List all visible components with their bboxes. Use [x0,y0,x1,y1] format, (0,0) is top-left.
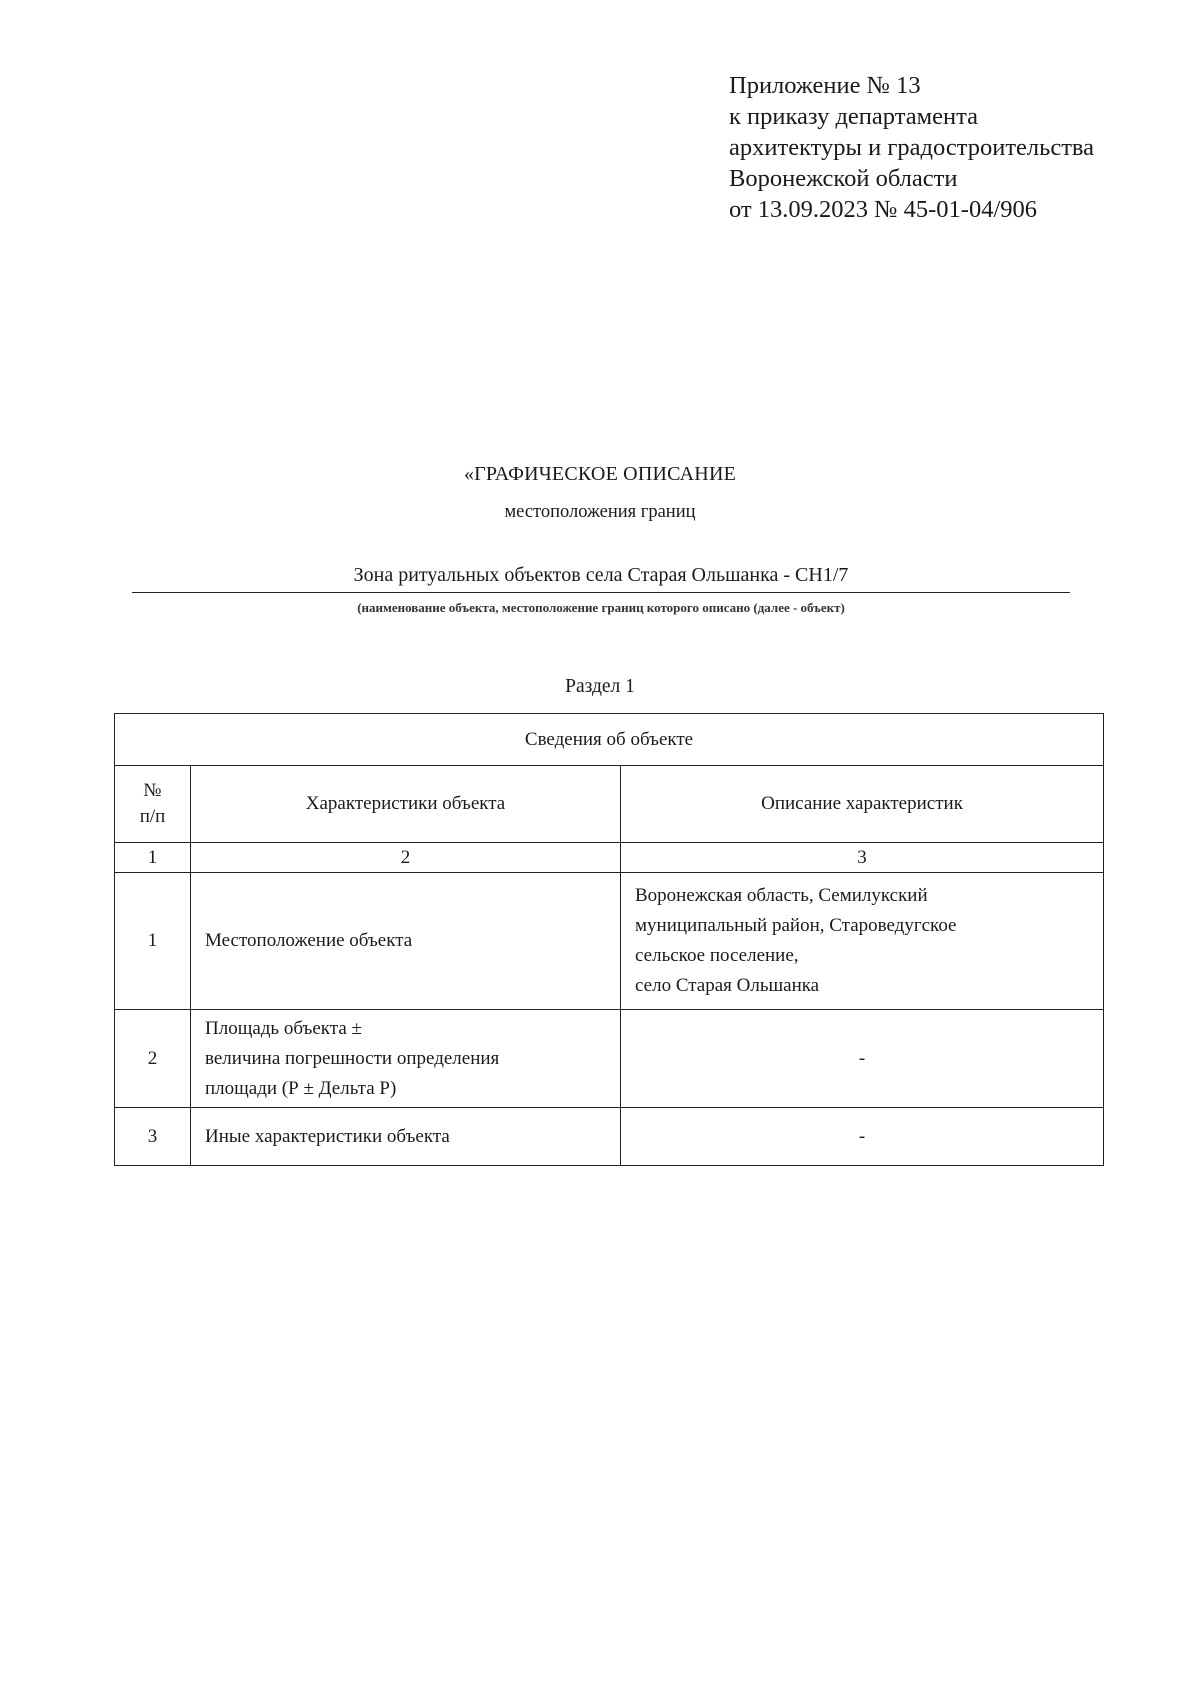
description-line: Воронежская область, Семилукский [635,885,928,906]
description-line: муниципальный район, Староведугское [635,915,957,936]
row-characteristic [191,1010,621,1108]
characteristic-line: Площадь объекта ± [205,1017,362,1039]
header-num-line: № [143,780,162,801]
row-num: 3 [115,1108,191,1166]
appendix-line: Воронежской области [729,165,958,192]
row-characteristic [191,873,621,1010]
object-name: Зона ритуальных объектов села Старая Ольшанка - СН1/7 [353,564,849,586]
column-index: 2 [191,843,621,873]
object-info-table [114,713,1104,1166]
row-description [621,1010,1104,1108]
header-num-cell [115,766,191,843]
characteristic-line: площади (Р ± Дельта Р) [205,1077,397,1099]
table-row [115,873,1104,1010]
row-description [621,1108,1104,1166]
characteristic-line: Местоположение объекта [205,930,413,951]
table-index-row [115,843,1104,873]
header-num-line: п/п [139,806,166,827]
table-row [115,1108,1104,1166]
table-caption: Сведения об объекте [115,714,1104,766]
table-header-row [115,766,1104,843]
header-characteristics: Характеристики объекта [191,766,621,843]
document-title: «ГРАФИЧЕСКОЕ ОПИСАНИЕ [463,463,737,485]
object-name-underline [132,592,1070,593]
characteristic-line: Иные характеристики объекта [205,1125,450,1147]
row-num: 2 [115,1010,191,1108]
description-line: - [858,1125,866,1147]
header-description: Описание характеристик [621,766,1104,843]
row-num: 1 [115,873,191,1010]
row-description [621,873,1104,1010]
description-line: село Старая Ольшанка [635,975,820,996]
appendix-line: Приложение № 13 [729,72,921,99]
row-characteristic [191,1108,621,1166]
description-line: сельское поселение, [635,945,799,966]
table-row [115,1010,1104,1108]
appendix-line: архитектуры и градостроительства [729,134,1095,161]
section-label: Раздел 1 [565,676,635,697]
appendix-block [729,70,1094,225]
characteristic-line: величина погрешности определения [205,1047,500,1069]
appendix-line: от 13.09.2023 № 45-01-04/906 [729,196,1038,223]
appendix-line: к приказу департамента [729,103,978,130]
object-caption: (наименование объекта, местоположение границ которого описано (далее - объект) [357,600,845,615]
table-caption-row [115,714,1104,766]
column-index: 1 [115,843,191,873]
description-line: - [858,1047,866,1069]
document-subtitle: местоположения границ [504,502,696,522]
column-index: 3 [621,843,1104,873]
